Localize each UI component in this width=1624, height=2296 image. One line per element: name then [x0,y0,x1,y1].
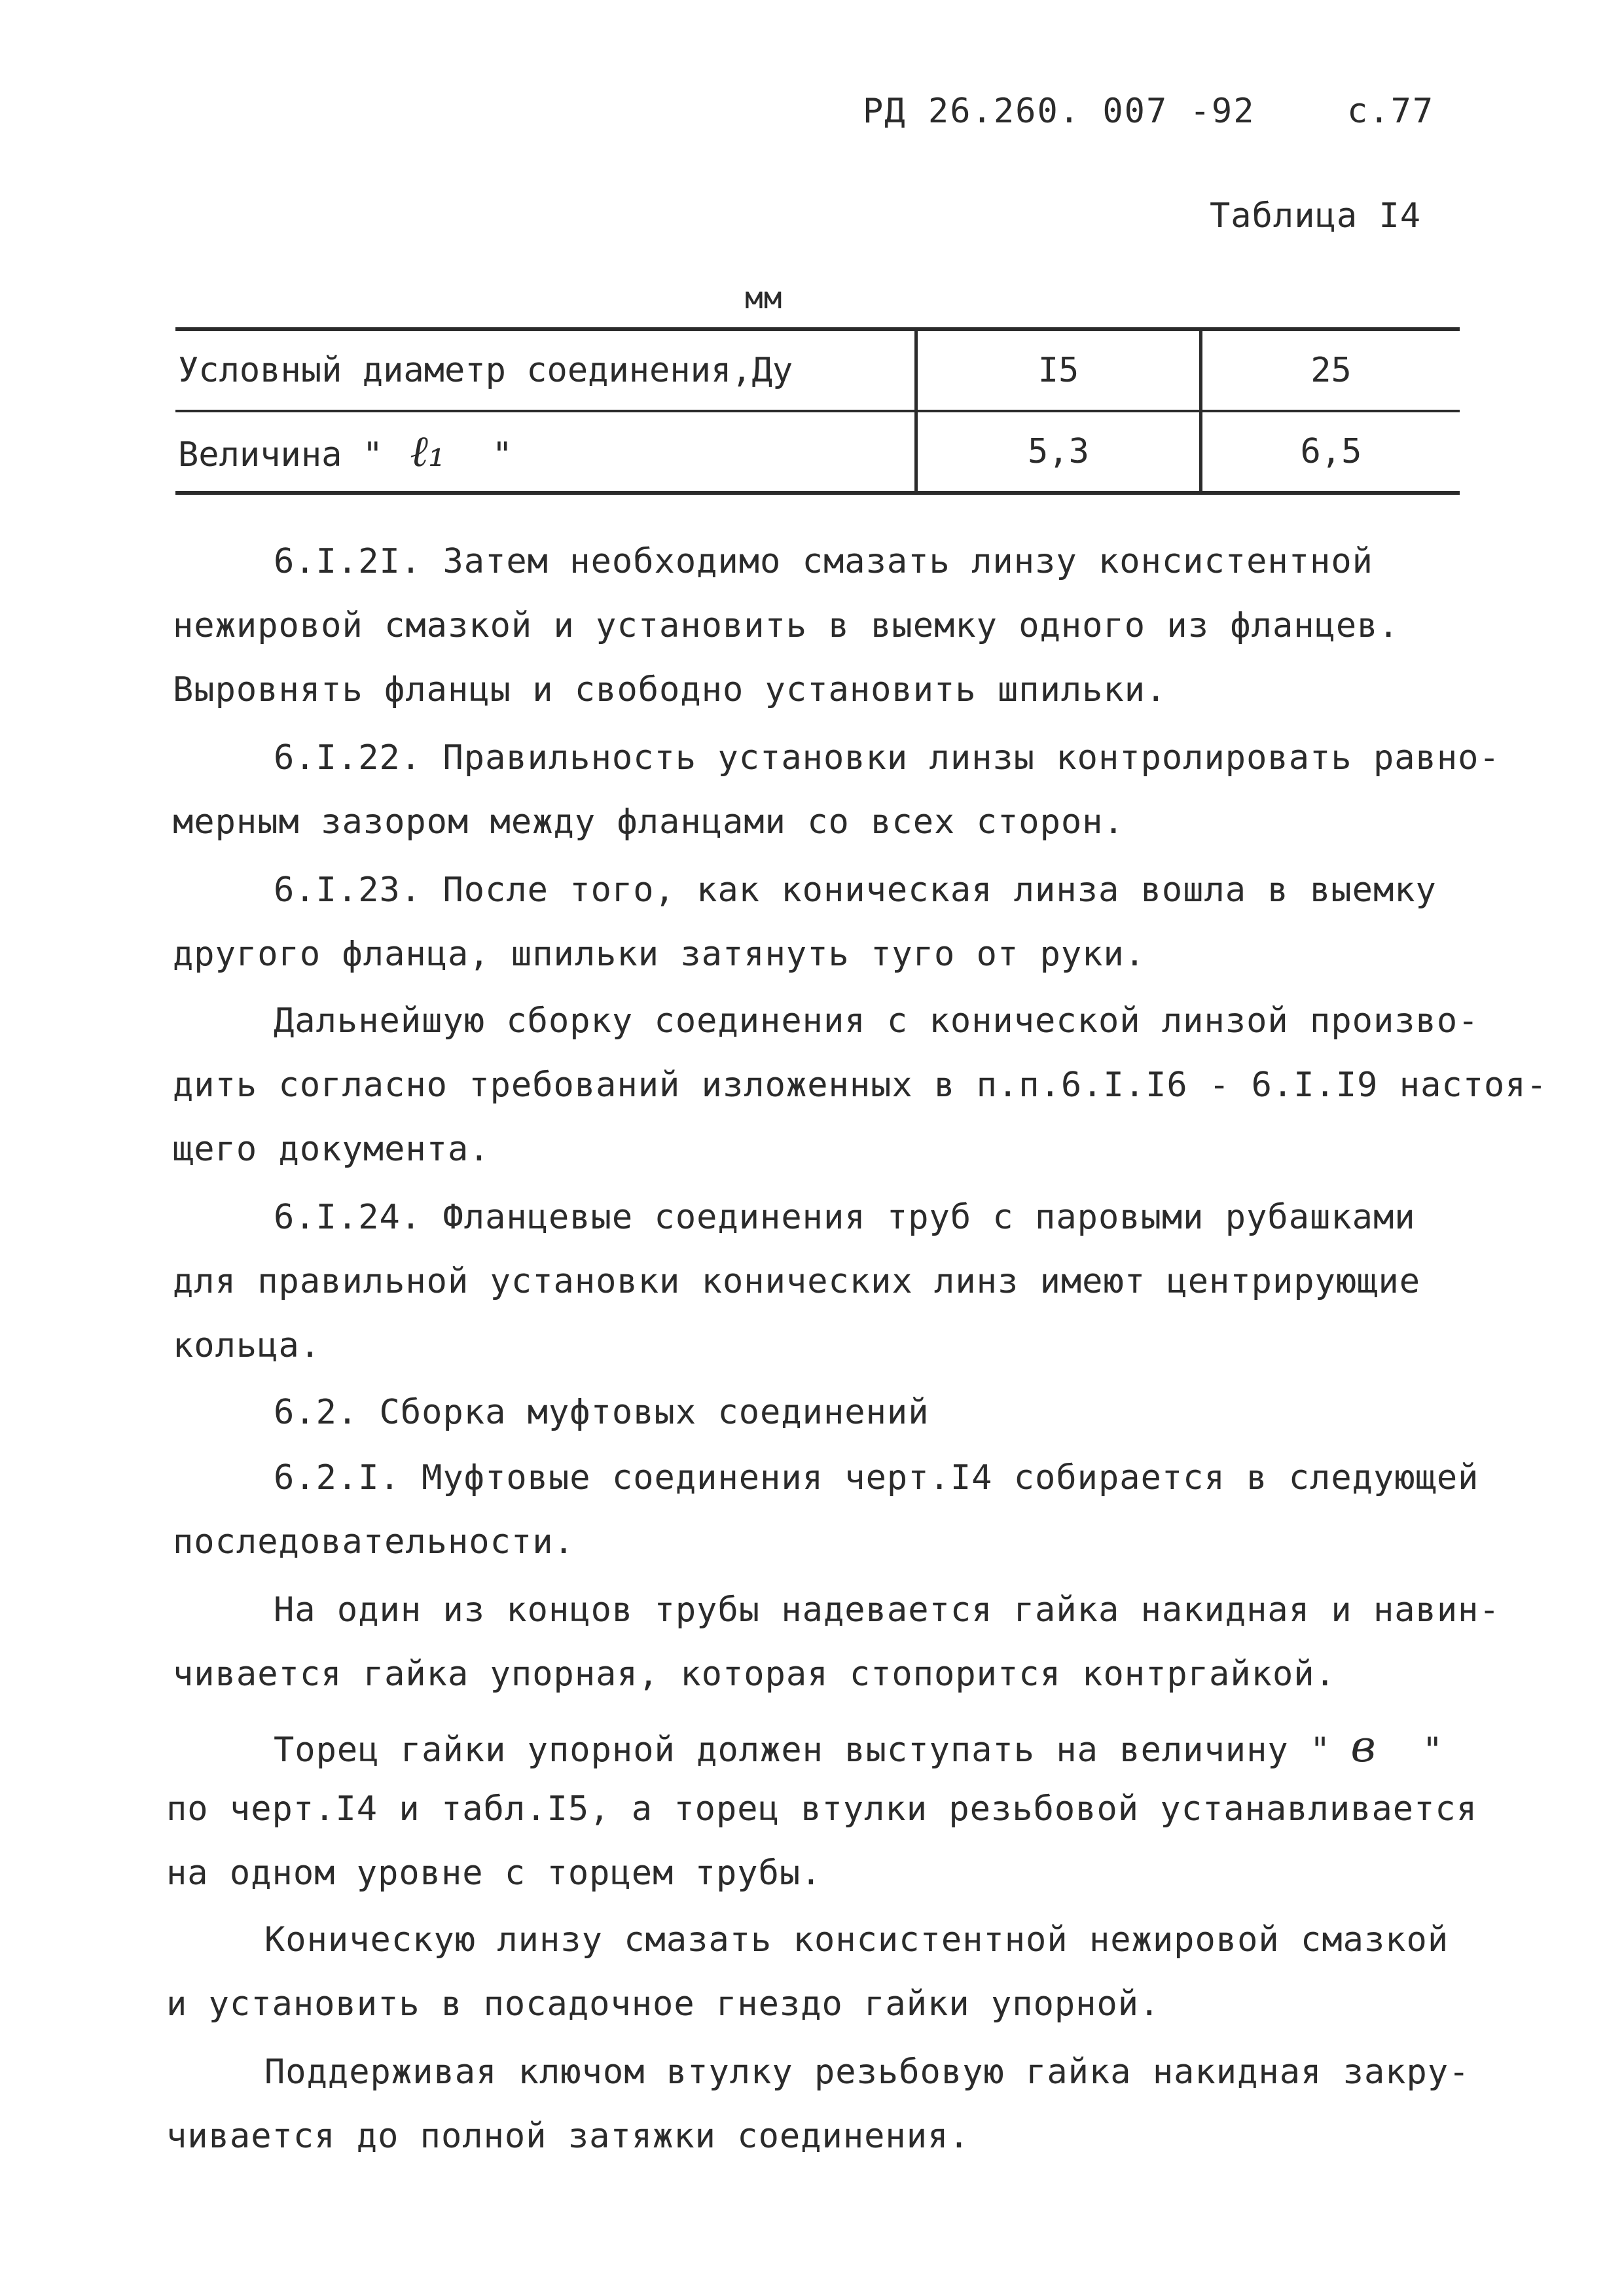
text-line: щего документа. [173,1130,490,1169]
text-line: Выровнять фланцы и свободно установить шпильки. [173,670,1167,709]
text-line: На один из концов трубы надевается гайка накидная и навин- [274,1590,1500,1630]
table-cell-value: 25 [1201,329,1460,411]
text-line: нежировой смазкой и установить в выемку одного из фланцев. [173,606,1399,645]
table-cell-value: 6,5 [1201,411,1460,493]
text-line: другого фланца, шпильки затянуть туго от руки. [173,935,1146,974]
section-heading: 6.2. Сборка муфтовых соединений [274,1393,929,1432]
text-line: Дальнейшую сборку соединения с конической линзой произво- [274,1001,1479,1041]
text-line: 6.I.23. После того, как коническая линза вошла в выемку [274,870,1437,910]
table-row [175,411,1460,493]
text-line: дить согласно требований изложенных в п.п.6.I.I6 - 6.I.I9 настоя- [173,1066,1547,1105]
table-units: мм [745,280,783,315]
text-line: последовательности. [173,1522,575,1562]
handwritten-symbol: ℓ₁ [410,426,446,476]
text-line: Коническую линзу смазать консистентной нежировой смазкой [264,1920,1449,1960]
page-number: с.77 [1347,92,1435,131]
text-line: чивается гайка упорная, которая стопорится контргайкой. [173,1655,1336,1694]
table-caption: Таблица I4 [1210,196,1422,236]
text-line: 6.I.22. Правильность установки линзы контролировать равно- [274,738,1500,778]
table-cell-value: 5,3 [916,411,1201,493]
text-line: 6.I.24. Фланцевые соединения труб с паровыми рубашками [274,1198,1416,1237]
table-cell-value: I5 [916,329,1201,411]
text-line: для правильной установки конических линз имеют центрирующие [173,1262,1421,1301]
text-line: мерным зазором между фланцами со всех сторон. [173,802,1125,842]
text-line: 6.I.2I. Затем необходимо смазать линзу консистентной [274,542,1373,581]
table-cell-label: Условный диаметр соединения,Ду [178,351,793,390]
handwritten-symbol: в [1350,1721,1377,1772]
table-row [175,329,1460,411]
text-line: 6.2.I. Муфтовые соединения черт.I4 собирается в следующей [274,1458,1479,1498]
table-14 [175,327,1460,495]
text-line: Торец гайки упорной должен выступать на величину " в " [274,1721,1444,1772]
text-line: по черт.I4 и табл.I5, а торец втулки резьбовой устанавливается [166,1789,1478,1829]
text-line: и установить в посадочное гнездо гайки упорной. [166,1984,1161,2024]
document-code: РД 26.260. 007 -92 [863,92,1255,131]
text-line: Поддерживая ключом втулку резьбовую гайка накидная закру- [264,2053,1470,2092]
text-line: чивается до полной затяжки соединения. [166,2117,970,2156]
text-line: кольца. [173,1326,321,1365]
table-cell-label: Величина " ℓ₁ " [175,411,916,493]
text-line: на одном уровне с торцем трубы. [166,1854,822,1893]
